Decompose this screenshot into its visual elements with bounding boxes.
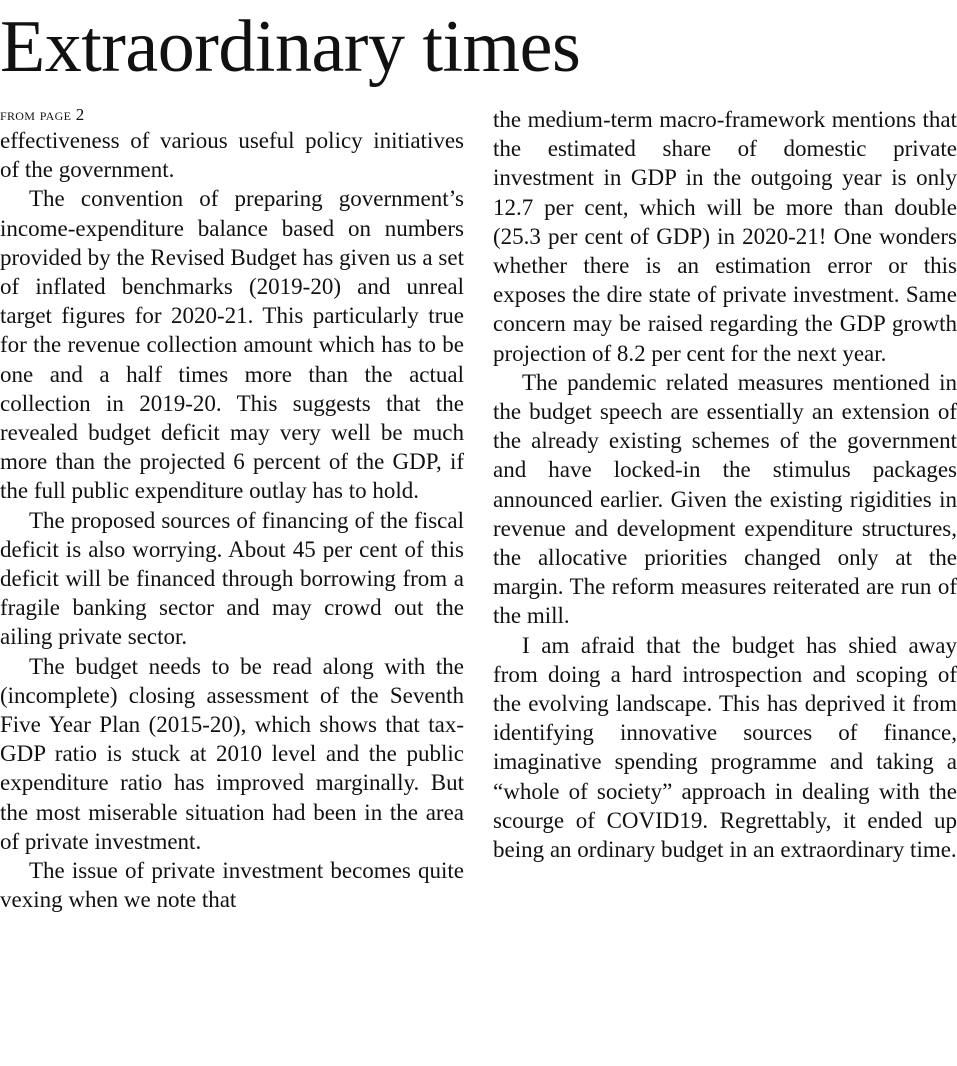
paragraph: The proposed sources of financing of the fiscal deficit is also worrying. About 45 per cent of this deficit will be financed through borrowing from a fragile banking sector and may crowd out the ailing private sector. [0, 507, 464, 650]
paragraph: The budget needs to be read along with the (incomplete) closing assessment of the Seventh Five Year Plan (2015-20), which shows that tax-GDP ratio is stuck at 2010 level and the public expenditure ratio has improved marginally. But the most miserable situation had been in the area of private investment. [0, 653, 464, 854]
paragraph: the medium-term macro-framework mentions that the estimated share of domestic private investment in GDP in the outgoing year is only 12.7 per cent, which will be more than double (25.3 per cent of GDP) in 2020-21! One wonders whether there is an estimation error or this exposes the dire state of private investment. Same concern may be raised regarding the GDP growth projection of 8.2 per cent for the next year. [493, 107, 957, 366]
article-column-right [493, 104, 957, 864]
paragraph: The convention of preparing government’s income-expenditure balance based on numbers provided by the Revised Budget has given us a set of inflated benchmarks (2019-20) and unreal target figures for 2020-21. This particularly true for the revenue collection amount which has to be one and a half times more than the actual collection in 2019-20. This suggests that the revealed budget deficit may very well be much more than the projected 6 percent of the GDP, if the full public expenditure outlay has to hold. [0, 186, 464, 504]
article-column-left [0, 104, 464, 914]
continuation-kicker: from page 2 [0, 105, 85, 124]
paragraph: effectiveness of various useful policy initiatives of the government. [0, 128, 464, 183]
headline: Extraordinary times [0, 6, 581, 88]
paragraph: I am afraid that the budget has shied away from doing a hard introspection and scoping of the evolving landscape. This has deprived it from identifying innovative sources of finance, imaginative spending programme and taking a “whole of society” approach in dealing with the scourge of COVID19. Regrettably, it ended up being an ordinary budget in an extraordinary time. [493, 632, 957, 863]
paragraph: The issue of private investment becomes quite vexing when we note that [0, 858, 464, 913]
paragraph: The pandemic related measures mentioned in the budget speech are essentially an extension of the already existing schemes of the government and have locked-in the stimulus packages announced earlier. Given the existing rigidities in revenue and development expenditure structures, the allocative priorities changed only at the margin. The reform measures reiterated are run of the mill. [493, 369, 957, 629]
